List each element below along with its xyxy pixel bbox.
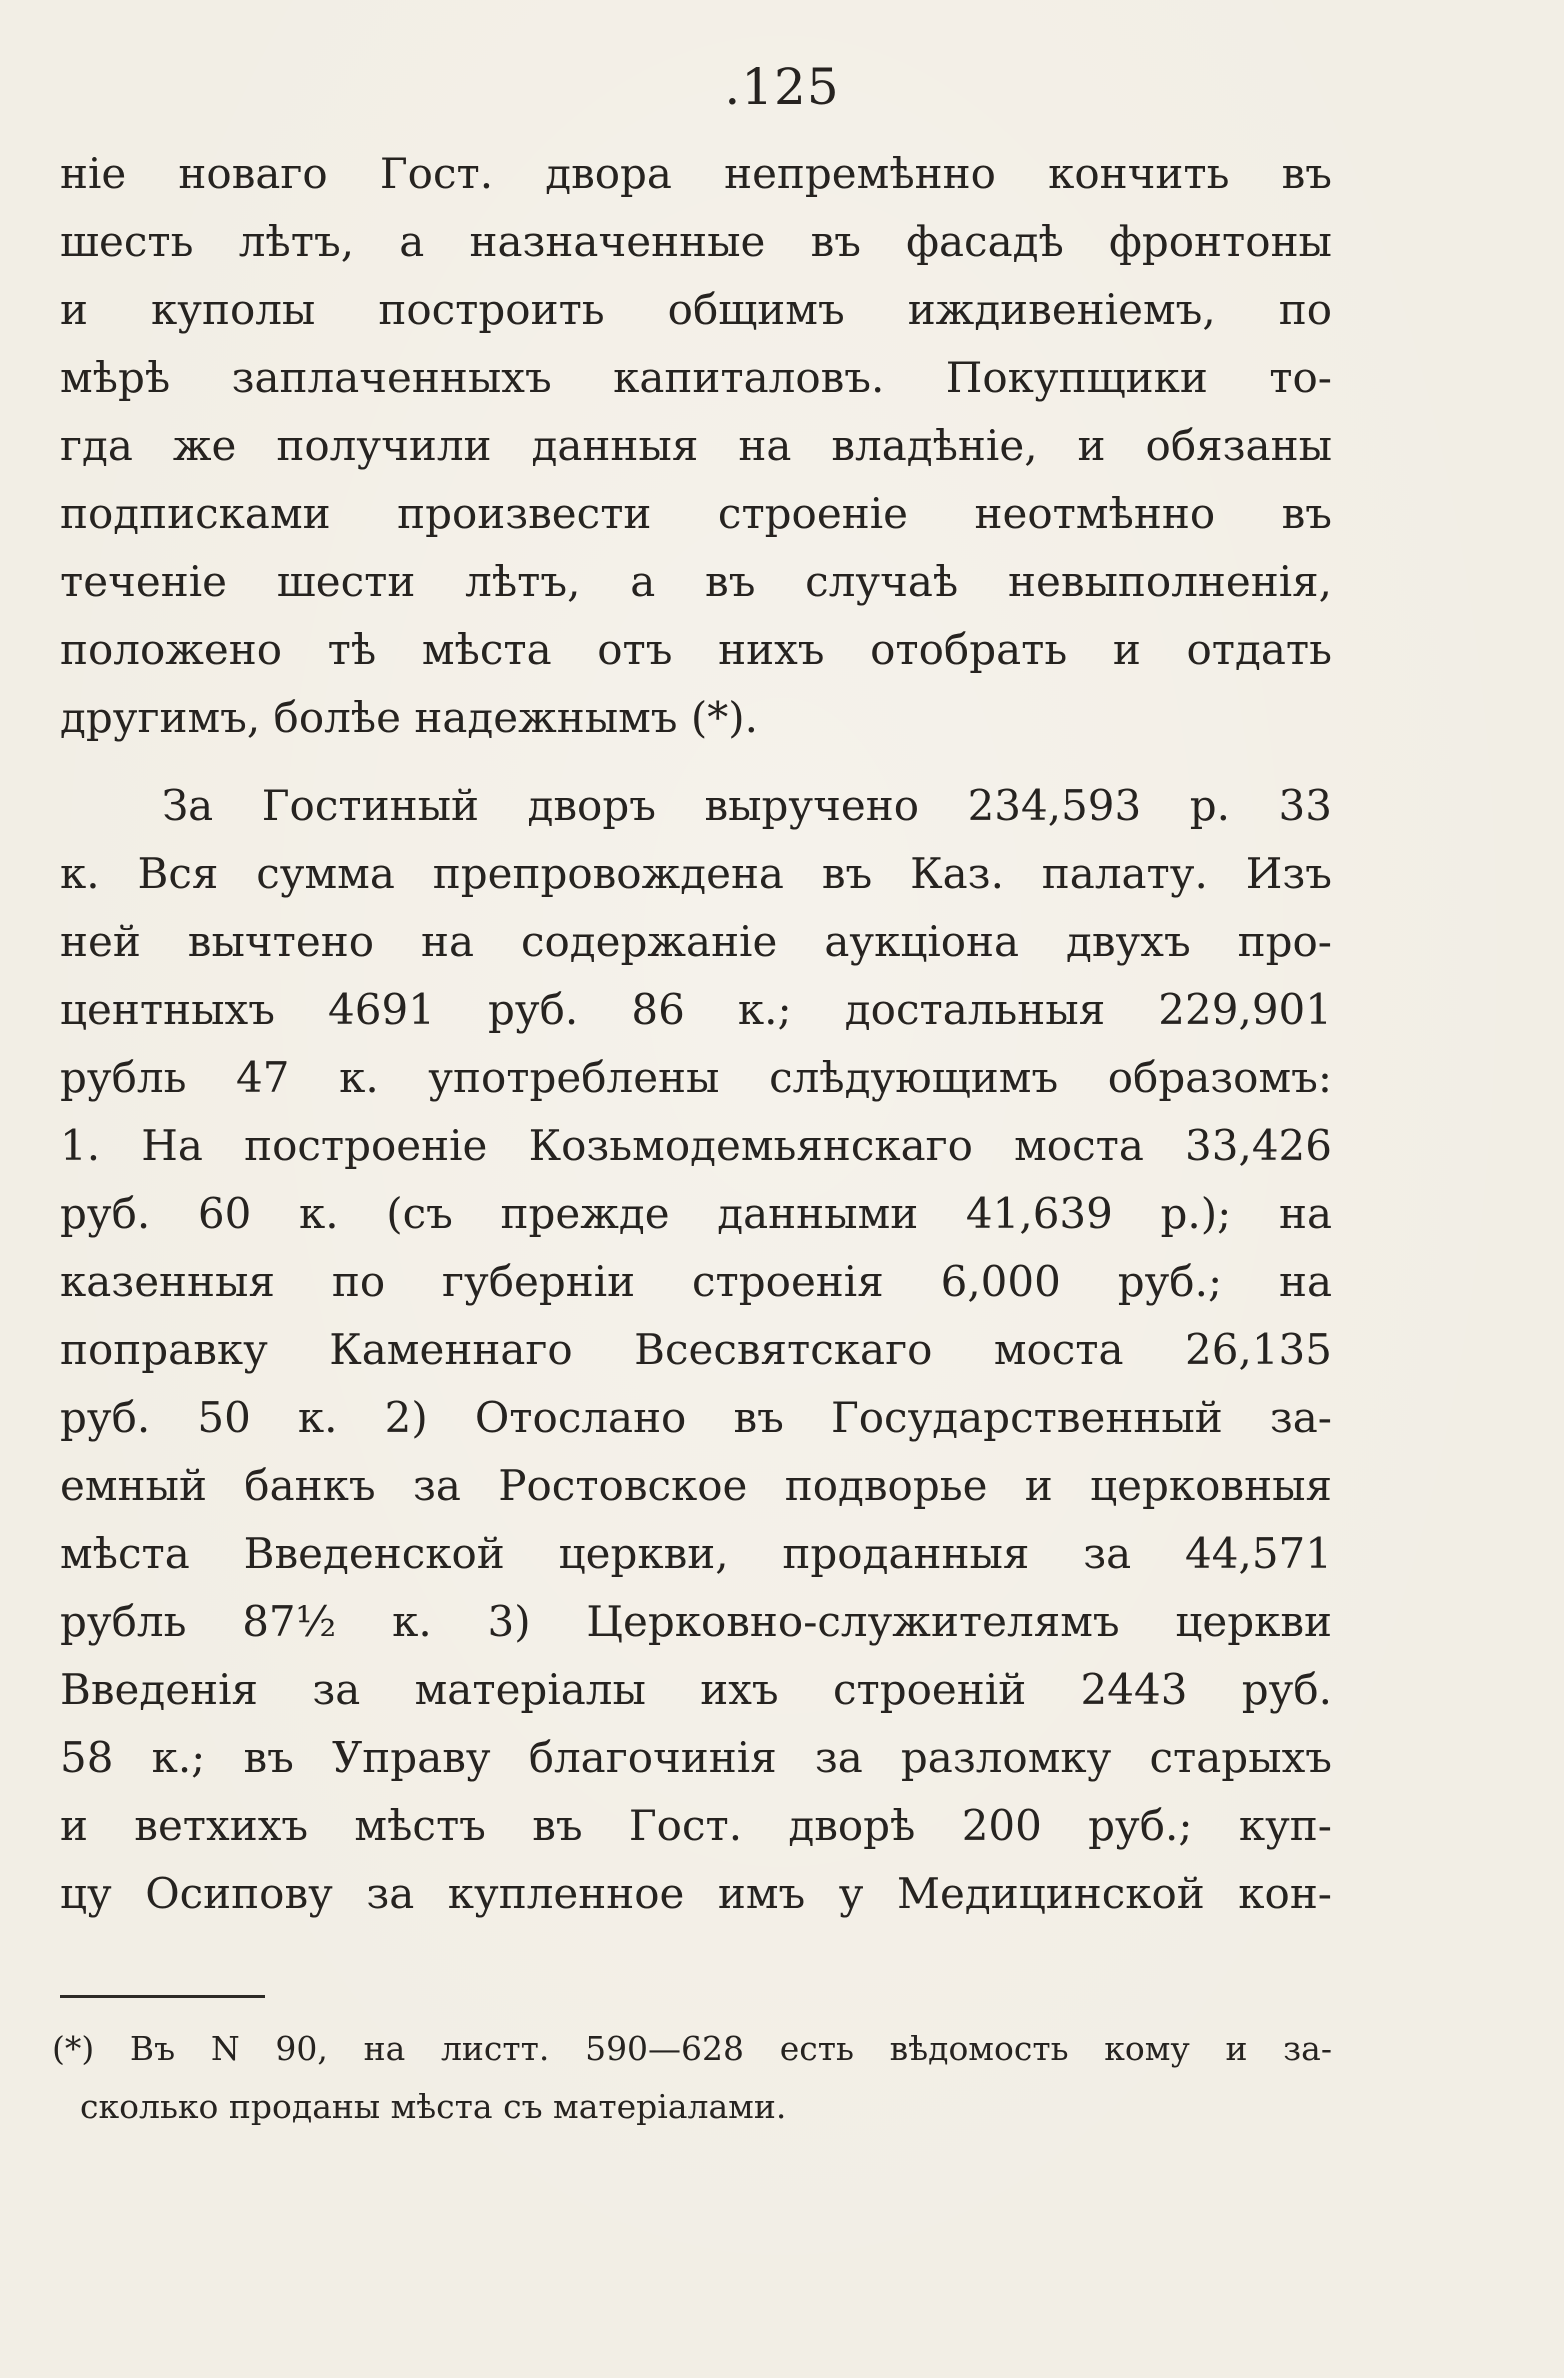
text-line: Введенія за матеріалы ихъ строеній 2443 руб. [60, 1665, 1332, 1714]
text-line: поправку Каменнаго Всесвятскаго моста 26,135 [60, 1325, 1332, 1374]
text-line: емный банкъ за Ростовское подворье и церковныя [60, 1461, 1332, 1510]
text-line: мѣста Введенской церкви, проданныя за 44,571 [60, 1529, 1332, 1578]
text-line: гда же получили данныя на владѣніе, и обязаны [60, 421, 1332, 470]
footnote-line: сколько проданы мѣста съ матеріалами. [80, 2087, 787, 2126]
paragraph-continuation [60, 140, 1332, 752]
text-line: подписками произвести строеніе неотмѣнно въ [60, 489, 1332, 538]
text-line: шесть лѣтъ, а назначенные въ фасадѣ фронтоны [60, 217, 1332, 266]
footnote-line: (*) Въ N 90, на листт. 590—628 есть вѣдомость кому и за- [52, 2029, 1332, 2068]
text-line: 58 к.; въ Управу благочинія за разломку старыхъ [60, 1733, 1332, 1782]
text-line: центныхъ 4691 руб. 86 к.; достальныя 229,901 [60, 985, 1332, 1034]
text-line: и куполы построить общимъ иждивеніемъ, по [60, 285, 1332, 334]
text-line: руб. 50 к. 2) Отослано въ Государственный за- [60, 1393, 1332, 1442]
text-line: другимъ, болѣе надежнымъ (*). [60, 693, 759, 742]
text-line: мѣрѣ заплаченныхъ капиталовъ. Покупщики то- [60, 353, 1332, 402]
text-line: 1. На построеніе Козьмодемьянскаго моста 33,426 [60, 1121, 1332, 1170]
text-line: казенныя по губерніи строенія 6,000 руб.; на [60, 1257, 1332, 1306]
page-number: .125 [724, 58, 840, 116]
text-line: и ветхихъ мѣстъ въ Гост. дворѣ 200 руб.; куп- [60, 1801, 1332, 1850]
text-line: цу Осипову за купленное имъ у Медицинской кон- [60, 1869, 1332, 1918]
footnote-divider [60, 1995, 265, 1998]
text-line: За Гостиный дворъ выручено 234,593 р. 33 [162, 781, 1332, 830]
text-line: положено тѣ мѣста отъ нихъ отобрать и отдать [60, 625, 1332, 674]
text-line: к. Вся сумма препровождена въ Каз. палату. Изъ [60, 849, 1332, 898]
text-line: ніе новаго Гост. двора непремѣнно кончить въ [60, 149, 1332, 198]
text-line: ней вычтено на содержаніе аукціона двухъ про- [60, 917, 1332, 966]
text-line: теченіе шести лѣтъ, а въ случаѣ невыполненія, [60, 557, 1332, 606]
paragraph-gostiny-dvor [60, 772, 1332, 1928]
text-line: рубль 87½ к. 3) Церковно-служителямъ церкви [60, 1597, 1332, 1646]
footnote [52, 2020, 1332, 2136]
text-line: рубль 47 к. употреблены слѣдующимъ образомъ: [60, 1053, 1332, 1102]
text-line: руб. 60 к. (съ прежде данными 41,639 р.); на [60, 1189, 1332, 1238]
